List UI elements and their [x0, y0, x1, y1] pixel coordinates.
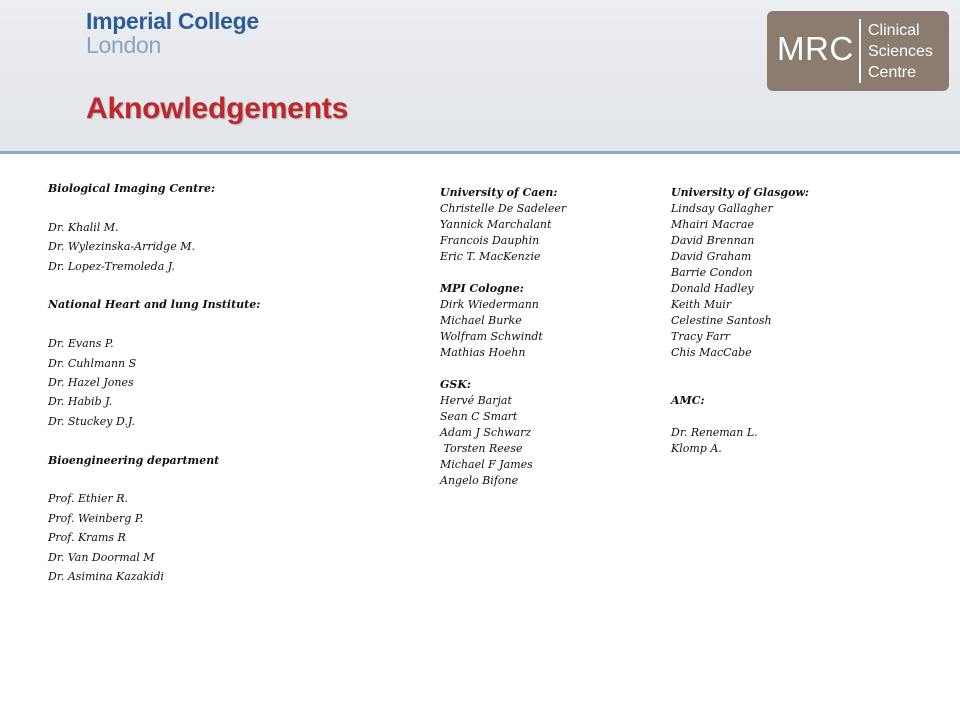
mrc-logo-line2: Sciences — [868, 43, 933, 60]
list-item: Dr. Wylezinska-Arridge M. — [48, 240, 195, 254]
group-heading: Biological Imaging Centre: — [48, 182, 216, 195]
list-item: David Brennan — [671, 234, 755, 247]
list-item: Torsten Reese — [440, 442, 523, 455]
list-item: Dirk Wiedermann — [440, 298, 539, 311]
page-title: Aknowledgements — [86, 92, 349, 125]
list-item: Mathias Hoehn — [440, 346, 526, 359]
middle-column — [440, 185, 566, 489]
mrc-logo — [767, 11, 949, 91]
list-item: Adam J Schwarz — [440, 426, 532, 439]
list-item: Barrie Condon — [671, 266, 753, 279]
imperial-logo-line1: Imperial College — [86, 8, 259, 34]
list-item: Dr. Asimina Kazakidi — [48, 570, 164, 584]
group-heading: National Heart and lung Institute: — [48, 298, 261, 312]
imperial-logo-line2: London — [86, 32, 161, 58]
list-item: Dr. Habib J. — [48, 395, 113, 409]
group-heading: AMC: — [671, 394, 705, 407]
list-item: Dr. Reneman L. — [671, 426, 758, 439]
list-item: Lindsay Gallagher — [671, 202, 773, 215]
mrc-logo-line1: Clinical — [868, 22, 920, 39]
list-item: Sean C Smart — [440, 410, 518, 423]
list-item: Michael Burke — [440, 314, 522, 327]
list-item: Tracy Farr — [671, 330, 730, 343]
list-item: Dr. Evans P. — [48, 337, 114, 351]
group-heading: GSK: — [440, 378, 471, 391]
list-item: Hervé Barjat — [440, 394, 512, 407]
list-item: Francois Dauphin — [440, 234, 540, 247]
list-item: Mhairi Macrae — [671, 218, 755, 231]
list-item: Yannick Marchalant — [440, 218, 552, 231]
mrc-logo-subtitle — [868, 20, 933, 83]
list-item: Angelo Bifone — [440, 474, 519, 487]
list-item: Michael F James — [440, 458, 533, 471]
list-item: Wolfram Schwindt — [440, 330, 543, 343]
left-column — [48, 179, 260, 586]
list-item: Donald Hadley — [671, 282, 754, 295]
group-heading: Bioengineering department — [48, 453, 220, 467]
list-item: Dr. Stuckey D.J. — [48, 414, 135, 428]
right-column — [671, 185, 809, 457]
list-item: Eric T. MacKenzie — [440, 250, 541, 263]
list-item: David Graham — [671, 250, 752, 263]
imperial-college-logo — [86, 9, 259, 57]
mrc-logo-main: MRC — [777, 30, 854, 67]
group-heading: University of Caen: — [440, 186, 558, 199]
group-heading: University of Glasgow: — [671, 186, 809, 199]
list-item: Celestine Santosh — [671, 314, 772, 327]
mrc-logo-line3: Centre — [868, 64, 917, 81]
list-item: Dr. Cuhlmann S — [48, 356, 137, 370]
list-item: Dr. Khalil M. — [48, 220, 119, 234]
list-item: Prof. Weinberg P. — [48, 511, 144, 525]
list-item: Prof. Krams R — [48, 531, 126, 545]
list-item: Keith Muir — [671, 298, 732, 311]
list-item: Klomp A. — [671, 442, 722, 455]
list-item: Dr. Lopez-Tremoleda J. — [48, 259, 175, 273]
list-item: Dr. Hazel Jones — [48, 376, 134, 390]
list-item: Christelle De Sadeleer — [440, 202, 567, 215]
list-item: Prof. Ethier R. — [48, 492, 129, 506]
header-divider — [0, 151, 960, 154]
mrc-logo-divider — [859, 19, 861, 83]
list-item: Chis MacCabe — [671, 346, 752, 359]
group-heading: MPI Cologne: — [440, 282, 524, 295]
list-item: Dr. Van Doormal M — [48, 550, 155, 564]
